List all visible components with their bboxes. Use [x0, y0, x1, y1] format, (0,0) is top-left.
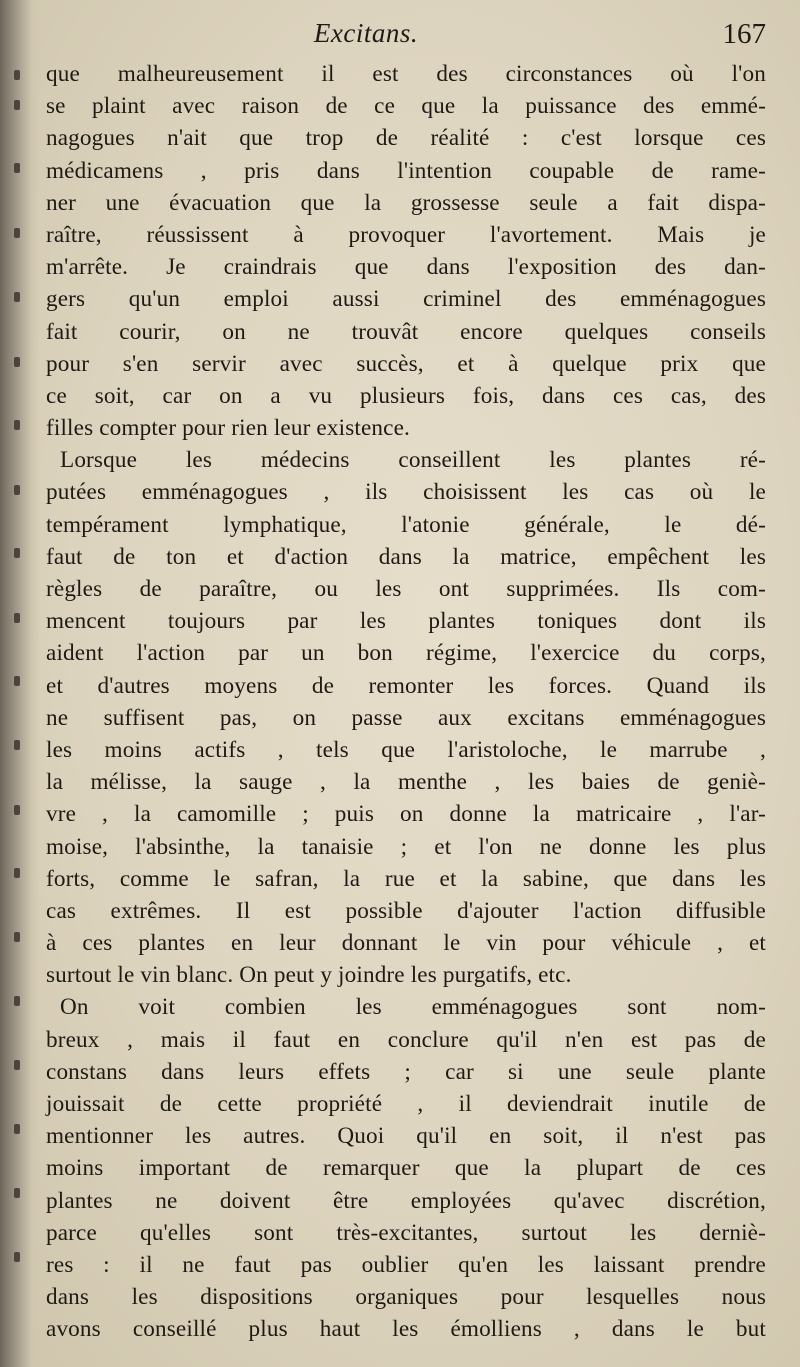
text-line: putées emménagogues , ils choisissent les cas où le: [46, 479, 766, 506]
gutter-mark: [14, 292, 20, 302]
text-line: breux , mais il faut en conclure qu'il n'en est pas de: [46, 1026, 766, 1053]
text-line: cas extrêmes. Il est possible d'ajouter l'action diffusible: [46, 897, 766, 924]
gutter-mark: [14, 228, 20, 238]
text-line: On voit combien les emménagogues sont nom-: [60, 994, 766, 1021]
gutter-mark: [14, 613, 20, 623]
text-line: moins important de remarquer que la plupart de ces: [46, 1155, 766, 1182]
text-line: mencent toujours par les plantes toniques dont ils: [46, 608, 766, 635]
text-line: nagogues n'ait que trop de réalité : c'est lorsque ces: [46, 125, 766, 152]
text-line: tempérament lymphatique, l'atonie générale, le dé-: [46, 511, 766, 538]
gutter-mark: [14, 740, 20, 750]
text-line: surtout le vin blanc. On peut y joindre les purgatifs, etc.: [46, 962, 572, 989]
gutter-mark: [14, 70, 20, 80]
text-line: et d'autres moyens de remonter les forces. Quand ils: [46, 672, 766, 699]
page-binding-shadow: [0, 0, 40, 1367]
text-line: la mélisse, la sauge , la menthe , les baies de geniè-: [46, 769, 766, 796]
text-line: médicamens , pris dans l'intention coupable de rame-: [46, 157, 766, 184]
text-line: mentionner les autres. Quoi qu'il en soit, il n'est pas: [46, 1123, 766, 1150]
text-line: jouissait de cette propriété , il deviendrait inutile de: [46, 1091, 766, 1117]
gutter-mark: [14, 1252, 20, 1262]
text-line: raître, réussissent à provoquer l'avortement. Mais je: [46, 221, 766, 248]
text-line: ner une évacuation que la grossesse seule a fait dispa-: [46, 189, 766, 216]
text-line: moise, l'absinthe, la tanaisie ; et l'on ne donne les plus: [46, 833, 766, 860]
gutter-mark: [14, 357, 20, 367]
text-line: se plaint avec raison de ce que la puissance des emmé-: [46, 93, 766, 120]
body-text: [46, 58, 766, 1346]
text-line: faut de ton et d'action dans la matrice, empêchent les: [46, 543, 766, 570]
gutter-mark: [14, 100, 20, 110]
gutter-mark: [14, 163, 20, 173]
text-line: vre , la camomille ; puis on donne la matricaire , l'ar-: [46, 801, 766, 828]
gutter-mark: [14, 805, 20, 815]
text-line: ce soit, car on a vu plusieurs fois, dans ces cas, des: [46, 382, 766, 409]
text-line: les moins actifs , tels que l'aristoloche, le marrube ,: [46, 736, 766, 763]
gutter-mark: [14, 932, 20, 942]
text-line: m'arrête. Je craindrais que dans l'exposition des dan-: [46, 254, 766, 281]
gutter-mark: [14, 868, 20, 878]
gutter-mark: [14, 1124, 20, 1134]
running-title: Excitans.: [313, 18, 419, 48]
gutter-mark: [14, 548, 20, 558]
text-line: parce qu'elles sont très-excitantes, surtout les derniè-: [46, 1219, 766, 1246]
text-line: plantes ne doivent être employées qu'avec discrétion,: [46, 1187, 766, 1214]
gutter-mark: [14, 485, 20, 495]
text-line: aident l'action par un bon régime, l'exercice du corps,: [46, 640, 766, 667]
gutter-mark: [14, 996, 20, 1006]
text-line: règles de paraître, ou les ont supprimées. Ils com-: [46, 576, 766, 602]
text-line: à ces plantes en leur donnant le vin pour véhicule , et: [46, 930, 766, 957]
text-line: res : il ne faut pas oublier qu'en les laissant prendre: [46, 1251, 766, 1278]
page-number: 167: [722, 18, 766, 50]
gutter-mark: [14, 420, 20, 430]
text-line: avons conseillé plus haut les émolliens , dans le but: [46, 1316, 766, 1343]
text-line: gers qu'un emploi aussi criminel des emménagogues: [46, 286, 766, 313]
gutter-mark: [14, 1188, 20, 1198]
text-line: forts, comme le safran, la rue et la sabine, que dans les: [46, 865, 766, 892]
text-line: fait courir, on ne trouvât encore quelques conseils: [46, 318, 766, 345]
gutter-mark: [14, 1060, 20, 1070]
text-line: pour s'en servir avec succès, et à quelque prix que: [46, 350, 766, 377]
text-line: constans dans leurs effets ; car si une seule plante: [46, 1058, 766, 1085]
text-line: filles compter pour rien leur existence.: [46, 415, 410, 442]
gutter-mark: [14, 676, 20, 686]
text-line: dans les dispositions organiques pour lesquelles nous: [46, 1284, 766, 1311]
text-line: Lorsque les médecins conseillent les plantes ré-: [60, 447, 766, 474]
text-line: que malheureusement il est des circonstances où l'on: [46, 61, 766, 87]
page-header: [46, 18, 766, 58]
text-line: ne suffisent pas, on passe aux excitans emménagogues: [46, 704, 766, 731]
